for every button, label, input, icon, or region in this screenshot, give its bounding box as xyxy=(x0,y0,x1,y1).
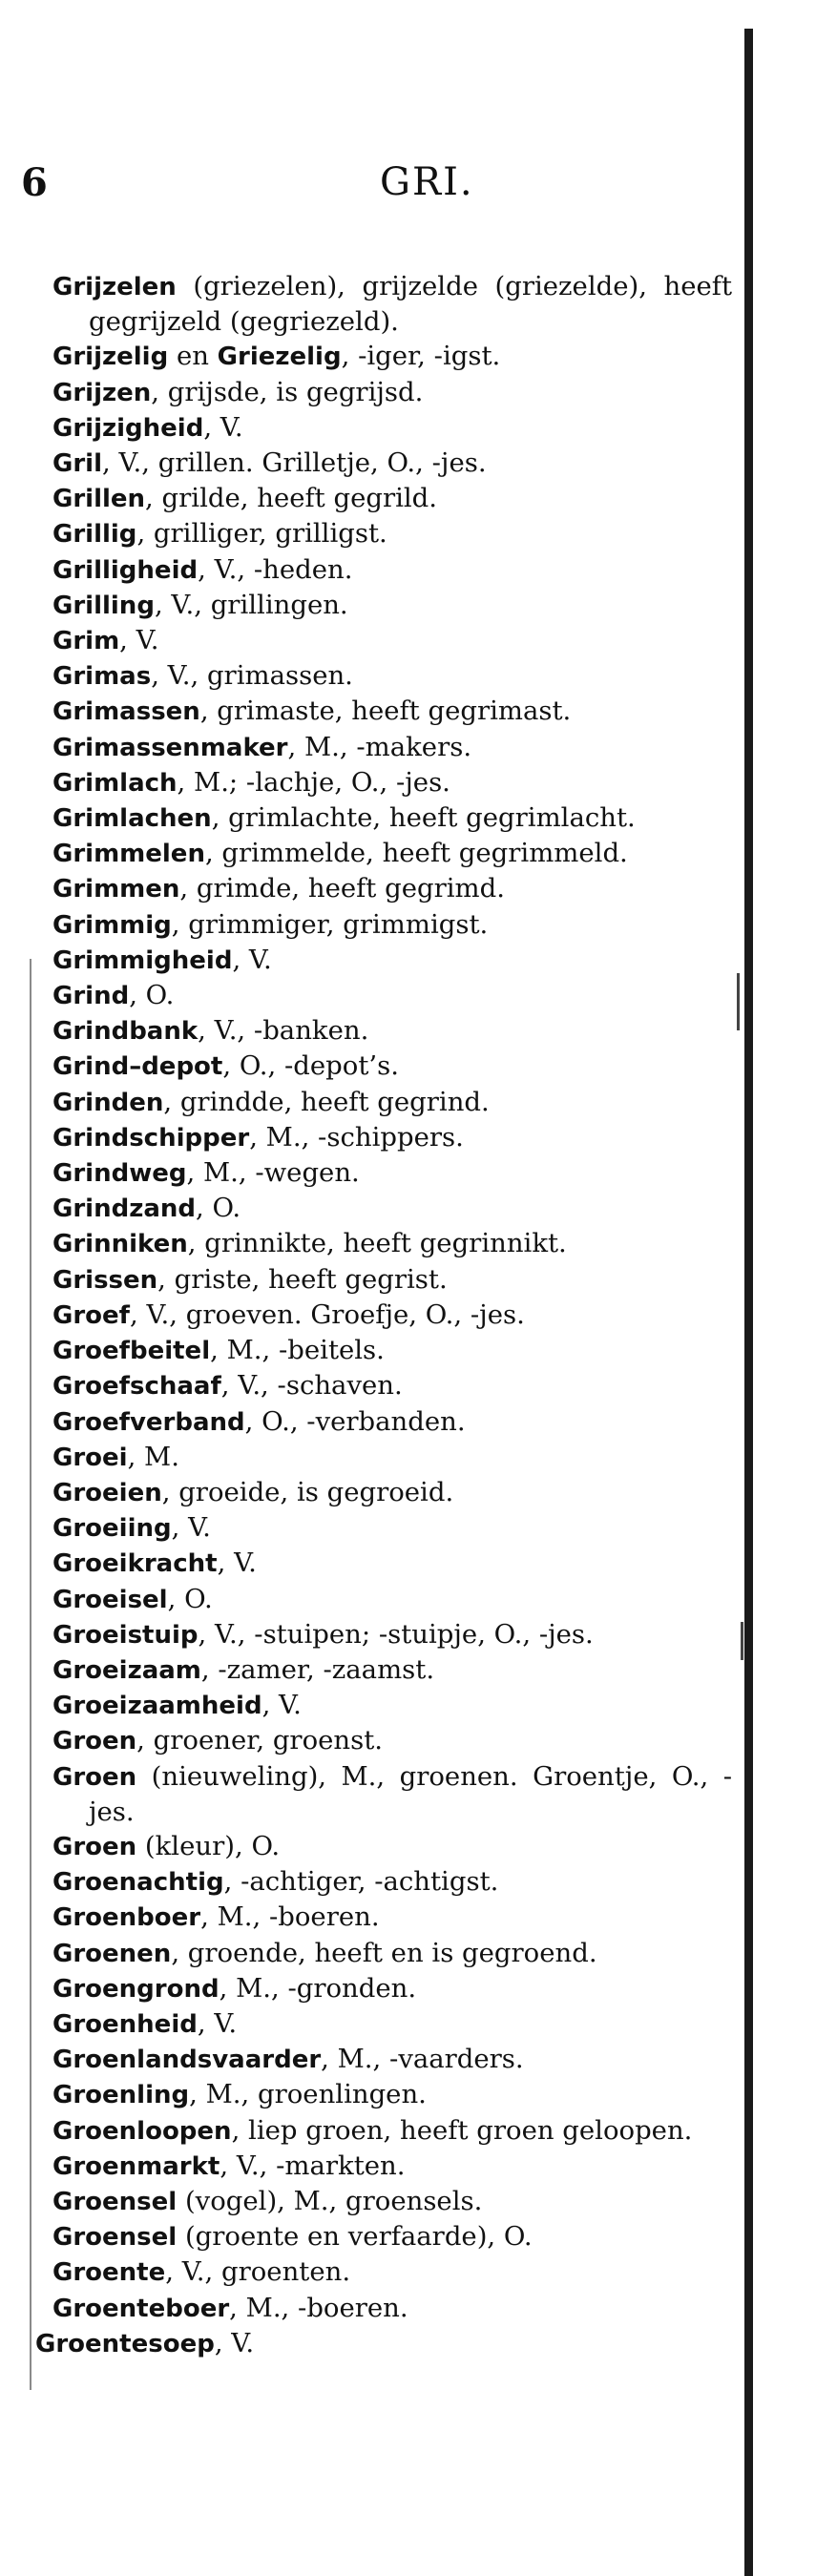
entry-definition: , groeide, is gegroeid. xyxy=(161,1476,454,1507)
entry-connector: en xyxy=(168,341,218,372)
dictionary-entry xyxy=(52,552,732,588)
entry-definition: , V., grillen. Grilletje, O., -jes. xyxy=(102,447,487,479)
entry-headword: Groengrond xyxy=(52,1974,220,2004)
entry-definition: (griezelen), grijzelde (griezelde), heeft gegrijzeld (gegriezeld). xyxy=(89,271,732,338)
dictionary-entry xyxy=(52,1617,732,1652)
entry-definition: (kleur), O. xyxy=(136,1830,281,1861)
entry-definition: , grinnikte, heeft gegrinnikt. xyxy=(187,1228,567,1259)
entry-headword: Groeien xyxy=(52,1478,162,1507)
entry-definition: , V., grimassen. xyxy=(151,660,353,692)
dictionary-entry xyxy=(52,481,732,516)
entry-definition: , V. xyxy=(119,625,159,656)
dictionary-entry xyxy=(52,1759,732,1829)
entry-headword: Groenling xyxy=(52,2081,190,2110)
entry-headword: Groefbeitel xyxy=(52,1337,211,1366)
entry-definition: , grimmiger, grimmigst. xyxy=(171,908,489,940)
dictionary-entry xyxy=(52,339,732,374)
entry-definition: , O. xyxy=(196,1193,241,1224)
edge-speck xyxy=(737,973,740,1030)
dictionary-entry xyxy=(52,2006,732,2042)
entry-headword: Grind xyxy=(52,982,130,1011)
entry-definition: , V. xyxy=(197,2007,238,2039)
entry-definition: , V., -heden. xyxy=(198,553,353,585)
entry-definition: , O. xyxy=(167,1583,213,1614)
entry-headword: Grindweg xyxy=(52,1159,187,1189)
dictionary-entry xyxy=(52,1440,732,1475)
dictionary-entry xyxy=(52,978,732,1013)
entry-definition: , M., -boeren. xyxy=(200,1901,380,1933)
entry-definition: , grimde, heeft gegrimd. xyxy=(179,873,505,904)
dictionary-entry xyxy=(52,730,732,765)
entry-definition: , grimaste, heeft gegrimast. xyxy=(199,696,572,727)
dictionary-entry xyxy=(52,1723,732,1758)
dictionary-entry xyxy=(35,2326,732,2361)
entry-headword: Grijzen xyxy=(52,378,152,407)
entry-headword: Groenen xyxy=(52,1939,172,1968)
entry-headword: Grilling xyxy=(52,591,155,620)
entry-headword: Groenboer xyxy=(52,1903,201,1933)
entry-headword: Groenteboer xyxy=(52,2294,230,2323)
entry-headword-variant: Griezelig xyxy=(217,343,342,372)
entry-headword: Grillig xyxy=(52,520,137,550)
entry-definition: , V., groeven. Groefje, O., -jes. xyxy=(129,1298,525,1330)
dictionary-entry xyxy=(52,1262,732,1298)
entry-definition: , grimlachte, heeft gegrimlacht. xyxy=(211,802,636,834)
entry-headword: Grind–depot xyxy=(52,1052,223,1082)
entry-headword: Groen xyxy=(52,1762,137,1792)
dictionary-entry xyxy=(52,516,732,551)
entry-headword: Groente xyxy=(52,2258,166,2288)
dictionary-entry xyxy=(52,1936,732,1971)
dictionary-entry xyxy=(52,1582,732,1617)
entry-definition: , M., -gronden. xyxy=(219,1972,417,2004)
entry-headword: Gril xyxy=(52,449,102,479)
entry-headword: Groentesoep xyxy=(35,2329,215,2358)
entry-definition: , liep groen, heeft groen geloopen. xyxy=(231,2114,693,2146)
entry-definition: , V. xyxy=(217,1548,257,1579)
entry-headword: Groensel xyxy=(52,2223,178,2253)
entry-headword: Grijzelen xyxy=(52,273,177,301)
dictionary-entry xyxy=(52,1546,732,1581)
entry-definition: , M., -makers. xyxy=(287,731,472,762)
entry-definition: , V. xyxy=(171,1512,211,1544)
entry-headword: Groen xyxy=(52,1727,137,1756)
edge-speck xyxy=(741,1622,743,1660)
entry-headword: Grilligheid xyxy=(52,555,199,585)
entry-definition: , M., -beitels. xyxy=(210,1335,385,1366)
dictionary-entry xyxy=(52,1333,732,1368)
dictionary-entry xyxy=(52,800,732,836)
entry-definition: , V. xyxy=(262,1690,302,1721)
dictionary-entry xyxy=(52,871,732,906)
dictionary-entry xyxy=(52,623,732,658)
entry-definition: , V., -banken. xyxy=(198,1015,369,1047)
dictionary-entry xyxy=(52,588,732,623)
dictionary-entry xyxy=(52,1864,732,1900)
entry-definition: , V. xyxy=(203,411,243,443)
dictionary-entry xyxy=(52,1510,732,1546)
binding-edge-shadow xyxy=(744,29,753,2576)
entry-definition: , grilliger, grilligst. xyxy=(136,518,387,550)
dictionary-entry xyxy=(52,2042,732,2077)
dictionary-entry xyxy=(52,1900,732,1935)
dictionary-entry xyxy=(52,765,732,800)
entry-definition: , grimmelde, heeft gegrimmeld. xyxy=(204,838,628,869)
entry-definition: , V., -stuipen; -stuipje, O., -jes. xyxy=(198,1618,594,1650)
dictionary-entry xyxy=(52,694,732,729)
margin-rule xyxy=(30,959,31,2390)
dictionary-entry xyxy=(52,2254,732,2290)
entry-definition: , O., -verbanden. xyxy=(244,1405,466,1437)
dictionary-entry xyxy=(52,2184,732,2219)
entry-headword: Grillen xyxy=(52,485,146,514)
dictionary-entry xyxy=(52,1298,732,1333)
entry-definition: , V., groenten. xyxy=(165,2256,351,2288)
page-header xyxy=(0,160,816,218)
entry-headword: Groenachtig xyxy=(52,1868,224,1898)
dictionary-entry xyxy=(52,375,732,410)
dictionary-entry xyxy=(52,1191,732,1226)
entry-definition: , V., -markten. xyxy=(220,2150,406,2181)
dictionary-entry xyxy=(52,907,732,943)
entry-definition: , griste, heeft gegrist. xyxy=(157,1263,448,1295)
entry-headword: Grindschipper xyxy=(52,1123,250,1153)
entry-headword: Grimmig xyxy=(52,910,172,940)
dictionary-entry xyxy=(52,2149,732,2184)
entry-definition: , M., -wegen. xyxy=(186,1157,360,1189)
entry-headword: Groenloopen xyxy=(52,2116,232,2146)
entry-headword: Grim xyxy=(52,627,120,656)
entry-definition: , V. xyxy=(232,944,272,975)
entry-definition: , M.; -lachje, O., -jes. xyxy=(177,766,450,798)
entry-headword: Grimassen xyxy=(52,697,200,727)
entry-headword: Grimlachen xyxy=(52,804,212,834)
entry-headword: Grinniken xyxy=(52,1230,188,1259)
entry-headword: Groenheid xyxy=(52,2009,198,2039)
entry-definition: , grindde, heeft gegrind. xyxy=(163,1086,490,1117)
entry-headword: Grindbank xyxy=(52,1017,199,1047)
entry-headword: Groef xyxy=(52,1300,130,1330)
entry-headword: Grimassenmaker xyxy=(52,733,288,762)
entry-definition: (groente en verfaarde), O. xyxy=(177,2221,533,2253)
dictionary-entry xyxy=(52,410,732,446)
entry-headword: Groeisel xyxy=(52,1585,168,1614)
entry-headword: Groeiing xyxy=(52,1514,172,1544)
entry-definition: , groener, groenst. xyxy=(136,1725,384,1756)
entry-headword: Groefschaaf xyxy=(52,1372,221,1402)
entry-definition: (nieuweling), M., groenen. Groentje, O., -jes. xyxy=(89,1760,732,1827)
entry-definition: , M. xyxy=(127,1441,179,1472)
entry-definition: , M., groenlingen. xyxy=(189,2079,427,2110)
dictionary-entry xyxy=(52,1226,732,1261)
dictionary-entry xyxy=(52,1829,732,1864)
dictionary-entry xyxy=(52,1085,732,1120)
entry-headword: Grimmelen xyxy=(52,840,205,869)
entry-headword: Grimmigheid xyxy=(52,945,233,975)
entry-definition: , V., grillingen. xyxy=(154,589,348,620)
dictionary-entry xyxy=(52,2219,732,2254)
entry-headword: Groenlandsvaarder xyxy=(52,2046,322,2075)
entry-headword: Groeistuip xyxy=(52,1620,199,1650)
dictionary-entry xyxy=(52,2113,732,2149)
entry-definition: , grilde, heeft gegrild. xyxy=(145,483,438,514)
entry-headword: Groeizaamheid xyxy=(52,1692,262,1721)
entry-definition: , -zamer, -zaamst. xyxy=(200,1653,435,1685)
entry-headword: Groensel xyxy=(52,2187,178,2216)
entry-headword: Grimlach xyxy=(52,768,178,798)
entry-headword: Grimmen xyxy=(52,875,180,904)
dictionary-entry xyxy=(52,1155,732,1191)
dictionary-entry xyxy=(52,1971,732,2006)
entry-definition: , -iger, -igst. xyxy=(341,341,501,372)
entry-definition: , M., -vaarders. xyxy=(321,2044,524,2075)
entry-headword: Grijzelig xyxy=(52,343,169,372)
entry-headword: Grijzigheid xyxy=(52,413,204,443)
entry-list xyxy=(35,269,732,2361)
page-number: 6 xyxy=(21,160,48,205)
dictionary-entry xyxy=(52,1475,732,1510)
dictionary-entry xyxy=(52,1120,732,1155)
entry-definition: , V., -schaven. xyxy=(220,1370,403,1402)
running-head: GRI. xyxy=(380,160,474,204)
entry-headword: Grissen xyxy=(52,1265,158,1295)
entry-definition: (vogel), M., groensels. xyxy=(177,2185,483,2216)
dictionary-entry xyxy=(52,1013,732,1049)
entry-headword: Groeikracht xyxy=(52,1549,218,1579)
entry-headword: Grimas xyxy=(52,662,152,692)
dictionary-entry xyxy=(52,2077,732,2112)
entry-headword: Groeizaam xyxy=(52,1655,201,1685)
entry-headword: Groei xyxy=(52,1443,128,1472)
entry-definition: , O. xyxy=(129,980,175,1011)
entry-headword: Groenmarkt xyxy=(52,2151,220,2181)
entry-definition: , O., -depot’s. xyxy=(222,1050,399,1082)
entry-definition: , grijsde, is gegrijsd. xyxy=(151,376,424,407)
dictionary-entry xyxy=(52,943,732,978)
dictionary-entry xyxy=(52,658,732,694)
entry-headword: Groefverband xyxy=(52,1407,245,1437)
entry-definition: , M., -boeren. xyxy=(229,2292,408,2323)
dictionary-entry xyxy=(52,1368,732,1403)
entry-definition: , groende, heeft en is gegroend. xyxy=(171,1937,597,1968)
dictionary-entry xyxy=(52,2291,732,2326)
entry-definition: , -achtiger, -achtigst. xyxy=(223,1866,499,1898)
entry-headword: Grindzand xyxy=(52,1195,196,1224)
dictionary-entry xyxy=(52,446,732,481)
entry-headword: Grinden xyxy=(52,1088,164,1117)
dictionary-entry xyxy=(52,269,732,339)
dictionary-entry xyxy=(52,1652,732,1688)
dictionary-entry xyxy=(52,1049,732,1084)
dictionary-entry xyxy=(52,1688,732,1723)
entry-definition: , V. xyxy=(214,2327,255,2358)
dictionary-entry xyxy=(52,836,732,871)
entry-definition: , M., -schippers. xyxy=(249,1121,464,1153)
entry-headword: Groen xyxy=(52,1832,137,1861)
dictionary-entry xyxy=(52,1404,732,1440)
